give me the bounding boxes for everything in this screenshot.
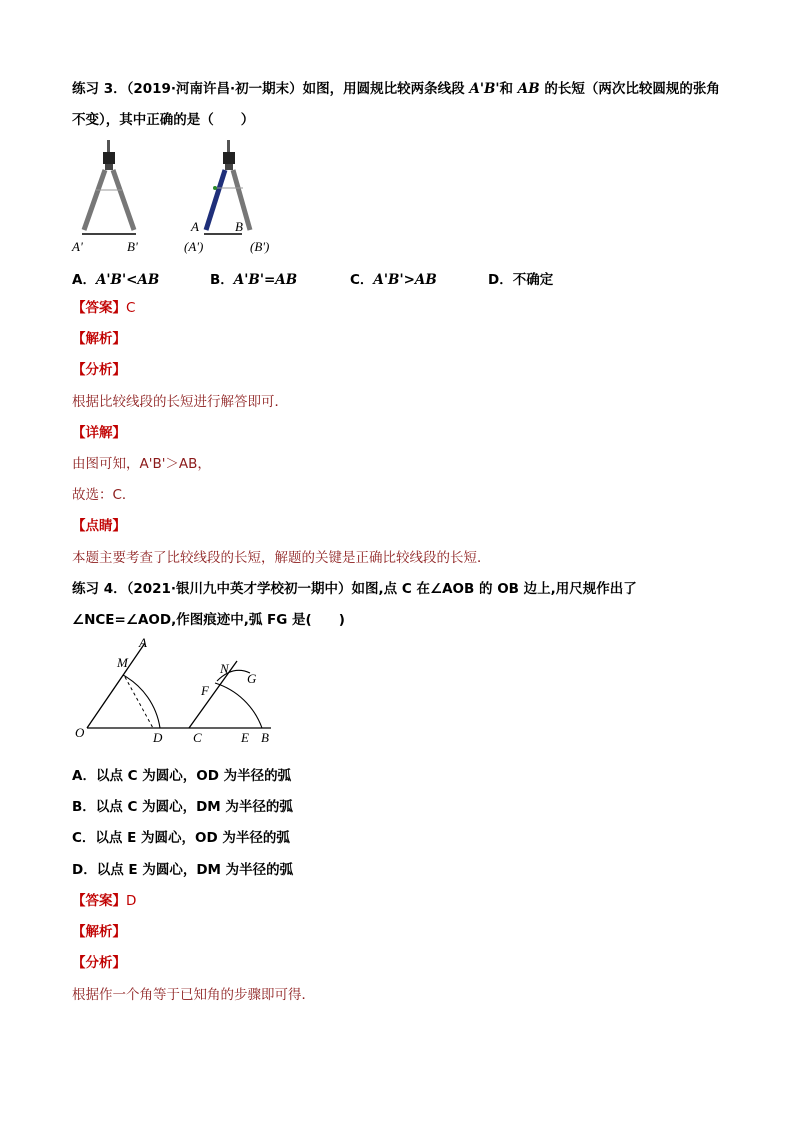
compass-right	[204, 140, 250, 234]
q3-guxuan: 故选：C．	[72, 487, 136, 503]
q4-option-d[interactable]: D．以点 E 为圆心，DM 为半径的弧	[72, 862, 294, 878]
label-a-paren: (A')	[184, 239, 204, 254]
q4-jiexi-heading: 【解析】	[72, 924, 126, 940]
q3-jiexi-heading: 【解析】	[72, 331, 126, 347]
q3-option-b[interactable]: B．A'B'=AB	[210, 272, 298, 288]
segment-a1b1: A'B'	[469, 81, 500, 97]
label-M: M	[117, 655, 128, 670]
q4-stem-line2: ∠NCE=∠AOD,作图痕迹中,弧 FG 是( )	[72, 612, 345, 628]
label-D: D	[153, 730, 163, 745]
q3-dianjing-text: 本题主要考查了比较线段的长短，解题的关键是正确比较线段的长短．	[72, 550, 491, 566]
q4-fenxi-text: 根据作一个角等于已知角的步骤即可得．	[72, 987, 315, 1003]
label-F: F	[201, 683, 209, 698]
q4-option-c[interactable]: C．以点 E 为圆心，OD 为半径的弧	[72, 830, 290, 846]
q3-option-c[interactable]: C．A'B'>AB	[350, 272, 437, 288]
q3-stem-line2: 不变），其中正确的是（ ）	[72, 112, 255, 128]
q3-option-a[interactable]: A．A'B'<AB	[72, 272, 160, 288]
q3-fenxi-heading: 【分析】	[72, 362, 126, 378]
q3-xiangjie-text: 由图可知，A'B'＞AB，	[72, 456, 211, 472]
q4-fenxi-heading: 【分析】	[72, 955, 126, 971]
label-a: A	[191, 219, 199, 234]
compass-left	[82, 140, 136, 234]
label-O: O	[75, 725, 85, 740]
q4-option-a[interactable]: A．以点 C 为圆心，OD 为半径的弧	[72, 768, 292, 784]
q3-option-d[interactable]: D．不确定	[488, 272, 554, 288]
q3-compass-figure	[60, 140, 290, 260]
label-a-prime: A'	[72, 239, 83, 254]
q4-stem-line1: 练习 4．（2021·银川九中英才学校初一期中）如图,点 C 在∠AOB 的 OB 边上,用尺规作出了	[72, 581, 637, 597]
label-N: N	[220, 661, 229, 676]
q3-stem-line1: 练习 3．（2019·河南许昌·初一期末）如图，用圆规比较两条线段 A'B'和 AB 的长短（两次比较圆规的张角	[72, 81, 720, 97]
q3-xiangjie-heading: 【详解】	[72, 425, 126, 441]
label-B: B	[261, 730, 269, 745]
q4-answer: 【答案】D	[72, 893, 137, 909]
label-b-paren: (B')	[250, 239, 270, 254]
label-b: B	[235, 219, 243, 234]
label-C: C	[193, 730, 202, 745]
label-G: G	[247, 671, 257, 686]
label-E: E	[241, 730, 249, 745]
q3-dianjing-heading: 【点睛】	[72, 518, 126, 534]
q3-fenxi-text: 根据比较线段的长短进行解答即可．	[72, 394, 288, 410]
segment-ab: AB	[517, 81, 540, 97]
q4-option-b[interactable]: B．以点 C 为圆心，DM 为半径的弧	[72, 799, 293, 815]
q3-answer: 【答案】C	[72, 300, 136, 316]
label-A: A	[139, 635, 147, 650]
label-b-prime: B'	[127, 239, 138, 254]
q4-construction-figure	[65, 633, 285, 748]
